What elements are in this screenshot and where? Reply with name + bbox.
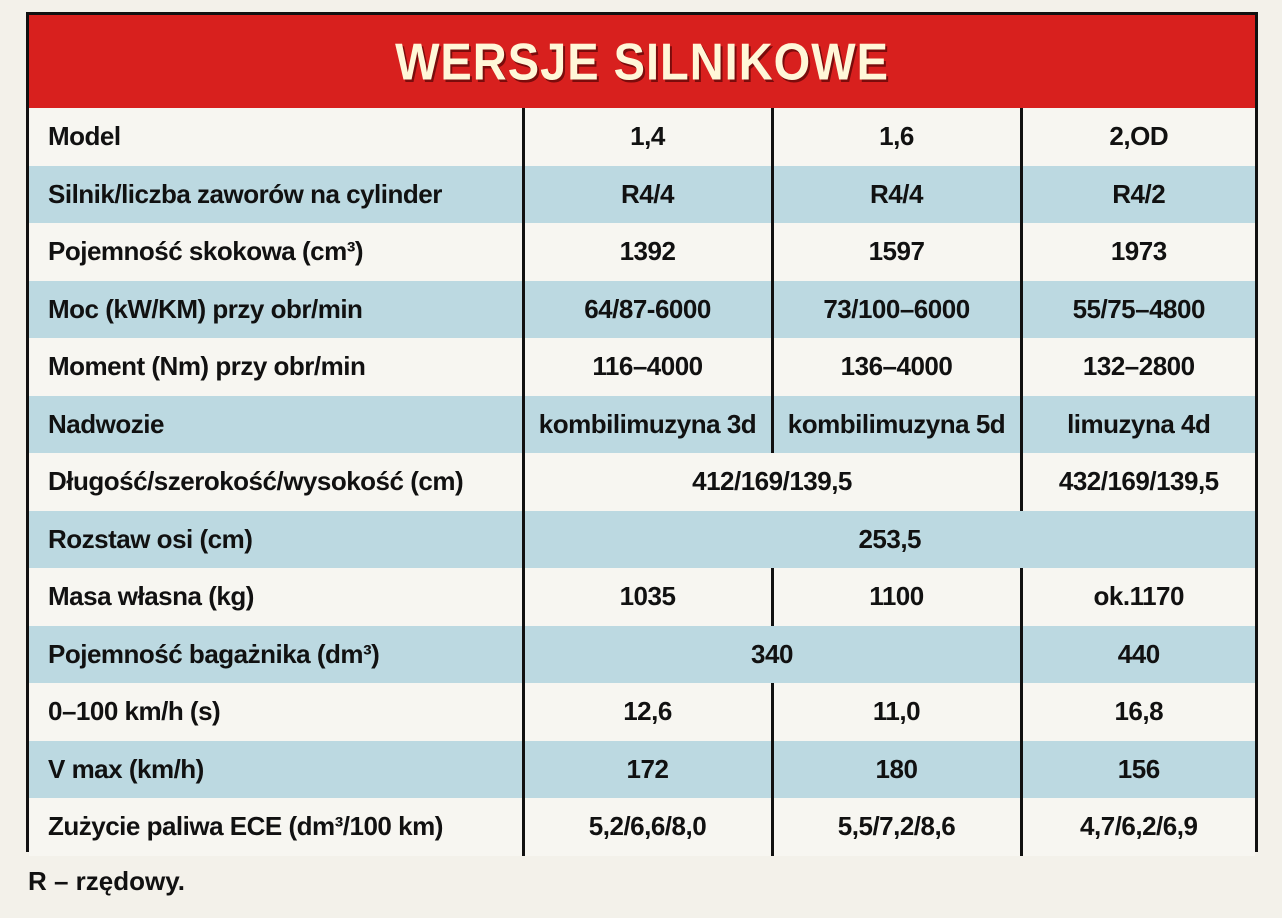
row-label: Model bbox=[29, 108, 523, 166]
cell-value: 64/87-6000 bbox=[523, 281, 772, 339]
table-row bbox=[29, 683, 1255, 741]
cell-value: 1392 bbox=[523, 223, 772, 281]
row-label: Nadwozie bbox=[29, 396, 523, 454]
cell-value: 1035 bbox=[523, 568, 772, 626]
table-row bbox=[29, 281, 1255, 339]
row-label: Rozstaw osi (cm) bbox=[29, 511, 523, 569]
table-row bbox=[29, 568, 1255, 626]
cell-value: 156 bbox=[1021, 741, 1255, 799]
table-row bbox=[29, 798, 1255, 856]
footnote: R – rzędowy. bbox=[28, 866, 186, 896]
specs-table bbox=[29, 108, 1255, 856]
table-row bbox=[29, 338, 1255, 396]
table-row bbox=[29, 453, 1255, 511]
table-row bbox=[29, 511, 1255, 569]
cell-value: R4/4 bbox=[772, 166, 1021, 224]
table-row bbox=[29, 741, 1255, 799]
cell-value: 5,2/6,6/8,0 bbox=[523, 798, 772, 856]
row-label: Masa własna (kg) bbox=[29, 568, 523, 626]
cell-value: 4,7/6,2/6,9 bbox=[1021, 798, 1255, 856]
table-title: WERSJE SILNIKOWE bbox=[395, 32, 889, 91]
cell-value: 132–2800 bbox=[1021, 338, 1255, 396]
cell-value: 1973 bbox=[1021, 223, 1255, 281]
cell-value: 16,8 bbox=[1021, 683, 1255, 741]
row-label: Moment (Nm) przy obr/min bbox=[29, 338, 523, 396]
row-label: Silnik/liczba zaworów na cylinder bbox=[29, 166, 523, 224]
cell-value: R4/2 bbox=[1021, 166, 1255, 224]
cell-value: 172 bbox=[523, 741, 772, 799]
row-label: Pojemność skokowa (cm³) bbox=[29, 223, 523, 281]
title-bar bbox=[29, 15, 1255, 111]
cell-value: R4/4 bbox=[523, 166, 772, 224]
cell-value: limuzyna 4d bbox=[1021, 396, 1255, 454]
cell-value: 116–4000 bbox=[523, 338, 772, 396]
cell-value: ok.1170 bbox=[1021, 568, 1255, 626]
cell-value: kombilimuzyna 5d bbox=[772, 396, 1021, 454]
cell-value: 5,5/7,2/8,6 bbox=[772, 798, 1021, 856]
cell-value-merged: 340 bbox=[523, 626, 1021, 684]
table-row bbox=[29, 108, 1255, 166]
cell-value: 440 bbox=[1021, 626, 1255, 684]
cell-value: 136–4000 bbox=[772, 338, 1021, 396]
cell-value: 180 bbox=[772, 741, 1021, 799]
table-row bbox=[29, 626, 1255, 684]
cell-value: 1100 bbox=[772, 568, 1021, 626]
row-label: Długość/szerokość/wysokość (cm) bbox=[29, 453, 523, 511]
cell-value: 432/169/139,5 bbox=[1021, 453, 1255, 511]
cell-value-merged: 253,5 bbox=[523, 511, 1255, 569]
table-row bbox=[29, 223, 1255, 281]
specs-table-frame bbox=[26, 12, 1258, 852]
row-label: Zużycie paliwa ECE (dm³/100 km) bbox=[29, 798, 523, 856]
cell-value: kombilimuzyna 3d bbox=[523, 396, 772, 454]
cell-value: 1,4 bbox=[523, 108, 772, 166]
cell-value: 11,0 bbox=[772, 683, 1021, 741]
cell-value: 73/100–6000 bbox=[772, 281, 1021, 339]
row-label: Pojemność bagażnika (dm³) bbox=[29, 626, 523, 684]
cell-value: 1,6 bbox=[772, 108, 1021, 166]
row-label: Moc (kW/KM) przy obr/min bbox=[29, 281, 523, 339]
row-label: V max (km/h) bbox=[29, 741, 523, 799]
cell-value-merged: 412/169/139,5 bbox=[523, 453, 1021, 511]
cell-value: 1597 bbox=[772, 223, 1021, 281]
cell-value: 12,6 bbox=[523, 683, 772, 741]
cell-value: 55/75–4800 bbox=[1021, 281, 1255, 339]
row-label: 0–100 km/h (s) bbox=[29, 683, 523, 741]
table-row bbox=[29, 396, 1255, 454]
cell-value: 2,OD bbox=[1021, 108, 1255, 166]
table-row bbox=[29, 166, 1255, 224]
